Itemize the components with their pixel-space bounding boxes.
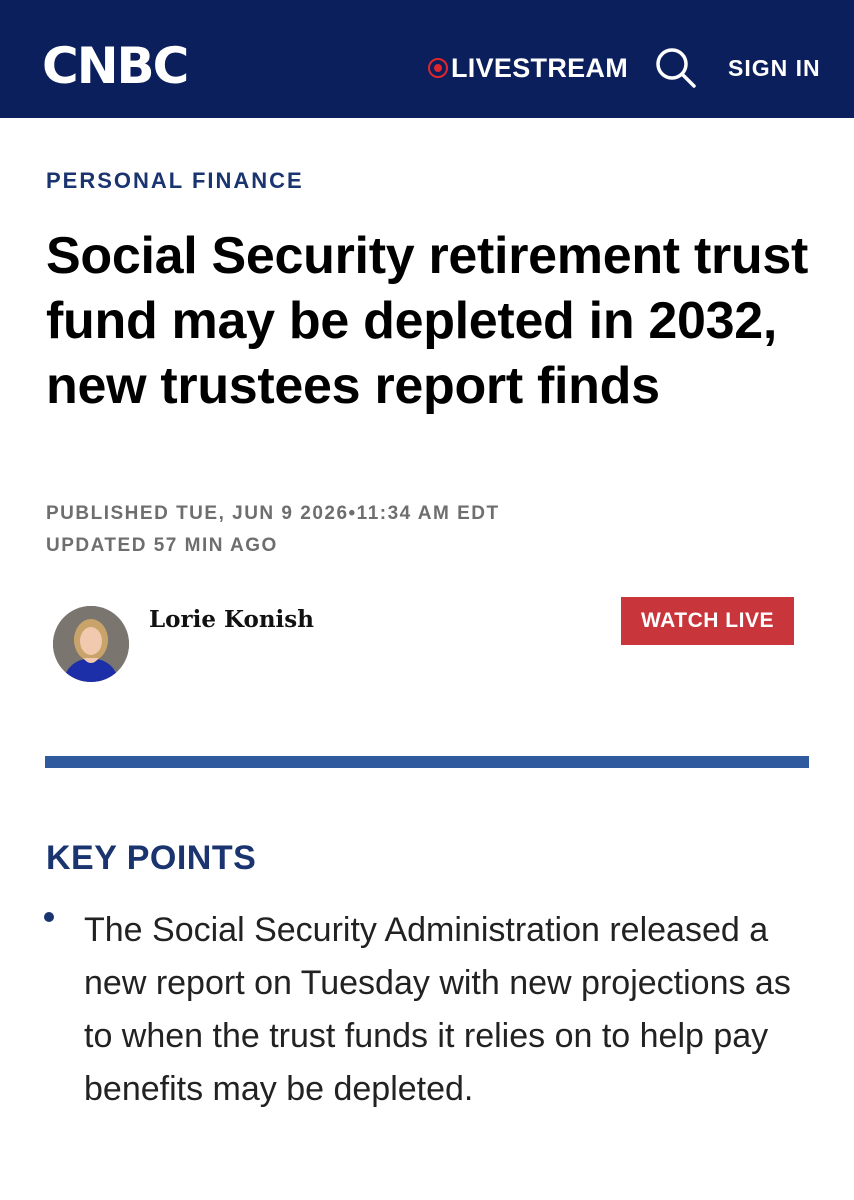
bullet-icon [44, 912, 54, 922]
watch-live-button[interactable]: WATCH LIVE [621, 597, 794, 645]
section-link[interactable]: PERSONAL FINANCE [46, 168, 304, 193]
section-divider [45, 756, 809, 768]
top-navigation-bar [0, 0, 854, 118]
key-point-item: The Social Security Administration released a new report on Tuesday with new projections as to when the trust funds it relies on to help pay benefits may be depleted. [84, 911, 791, 1108]
sign-in-link[interactable]: SIGN IN [728, 55, 821, 81]
updated-timestamp: UPDATED 57 MIN AGO [46, 535, 278, 556]
search-icon[interactable] [654, 46, 698, 90]
published-timestamp: PUBLISHED TUE, JUN 9 2026•11:34 AM EDT [46, 503, 500, 524]
cnbc-logo[interactable] [42, 38, 187, 94]
author-name[interactable]: Lorie Konish [149, 606, 314, 633]
key-points-title: KEY POINTS [46, 839, 257, 877]
author-avatar[interactable] [53, 606, 129, 682]
live-dot-icon [428, 58, 448, 78]
article-headline: Social Security retirement trust fund may be depleted in 2032, new trustees report finds [46, 227, 808, 415]
logo-text: CNBC [42, 37, 188, 95]
livestream-label: LIVESTREAM [451, 53, 629, 83]
livestream-link[interactable] [428, 52, 628, 84]
